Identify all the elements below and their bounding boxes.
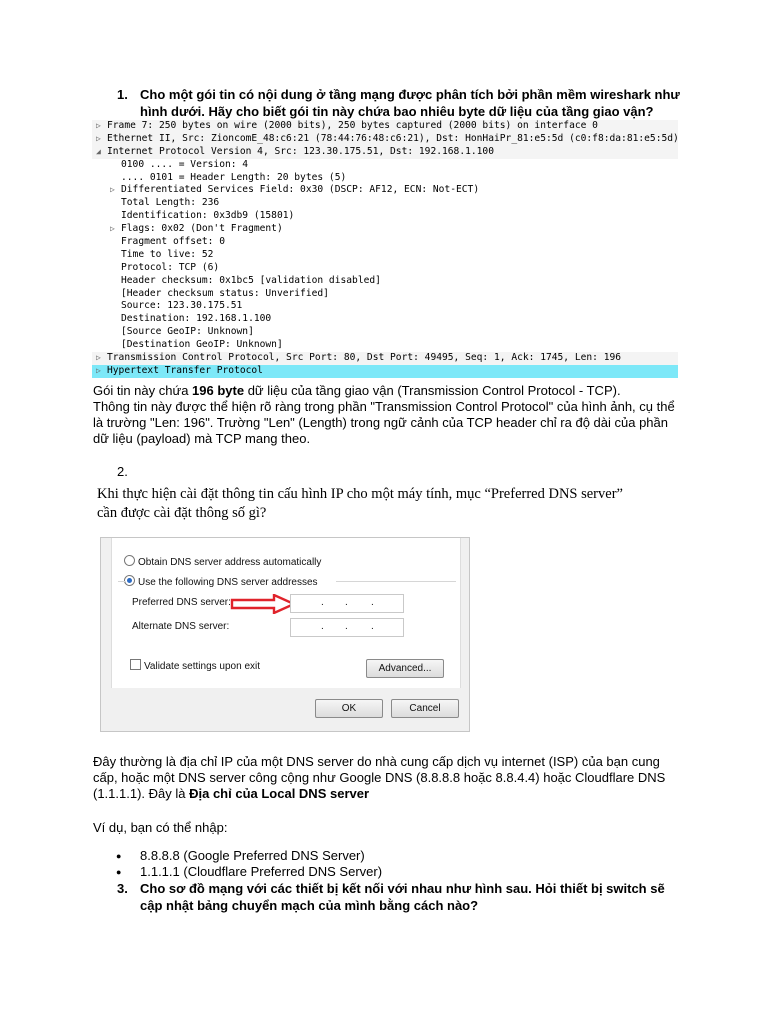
list-item: ● 8.8.8.8 (Google Preferred DNS Server) [116,848,365,863]
dns-settings-dialog [100,537,470,732]
answer-2-line-3: (1.1.1.1). Đây là Địa chỉ của Local DNS server [93,786,370,801]
ws-row-ip[interactable]: ◢ Internet Protocol Version 4, Src: 123.30.175.51, Dst: 192.168.1.100 [92,146,678,159]
alternate-dns-input[interactable]: . . . [290,618,404,637]
alternate-dns-label: Alternate DNS server: [132,621,230,632]
answer-1-highlight: 196 byte [192,383,245,398]
cancel-button[interactable]: Cancel [391,699,459,718]
expand-arrow-icon[interactable]: ▷ [110,224,115,234]
expand-arrow-icon[interactable]: ▷ [96,365,101,375]
ws-row-http[interactable]: ▷ Hypertext Transfer Protocol [92,365,678,378]
answer-1 [93,383,693,447]
checkbox-icon[interactable] [130,659,141,670]
ws-field-source-geoip[interactable]: [Source GeoIP: Unknown] [121,326,254,338]
answer-1-line-1: Gói tin này chứa 196 byte dữ liệu của tầng giao vận (Transmission Control Protocol - TCP). [93,383,621,398]
ws-field-version[interactable]: 0100 .... = Version: 4 [121,158,249,170]
list-item: ● 1.1.1.1 (Cloudflare Preferred DNS Server) [116,864,383,879]
validate-settings-checkbox[interactable]: Validate settings upon exit [130,659,260,672]
bullet-icon: ● [116,851,122,861]
preferred-dns-label: Preferred DNS server: [132,597,231,608]
ws-field-total-length[interactable]: Total Length: 236 [121,197,220,209]
example-intro: Ví dụ, bạn có thể nhập: [93,820,228,835]
ok-button[interactable]: OK [315,699,383,718]
group-divider [336,581,456,582]
wireshark-packet-details [92,120,678,378]
answer-2-line-2: cấp, hoặc một DNS server công cộng như Google DNS (8.8.8.8 hoặc 8.8.4.4) hoặc Cloudflare DNS [93,770,666,785]
expand-arrow-icon[interactable]: ▷ [96,133,101,143]
question-1-line-2: hình dưới. Hãy cho biết gói tin này chứa bao nhiêu byte dữ liệu của tầng giao vận? [140,104,654,119]
use-following-dns-option[interactable]: Use the following DNS server addresses [124,575,318,588]
ws-field-ttl[interactable]: Time to live: 52 [121,248,214,260]
ws-field-destination[interactable]: Destination: 192.168.1.100 [121,313,272,325]
answer-2 [93,754,693,802]
dns-examples-list [116,848,383,880]
dialog-panel [111,538,461,688]
question-2-line-1: Khi thực hiện cài đặt thông tin cấu hình IP cho một máy tính, mục “Preferred DNS server” [97,486,623,502]
question-3-line-2: cập nhật bảng chuyển mạch của mình bằng cách nào? [140,898,479,913]
radio-icon[interactable] [124,555,135,566]
ws-row-ethernet[interactable]: ▷ Ethernet II, Src: ZioncomE_48:c6:21 (78:44:76:48:c6:21), Dst: HonHaiPr_81:e5:5d (c0:f8:da:81:e5:5d) [92,133,678,146]
ws-row-tcp[interactable]: ▷ Transmission Control Protocol, Src Port: 80, Dst Port: 49495, Seq: 1, Ack: 1745, Len: 196 [92,352,678,365]
expand-arrow-icon[interactable]: ▷ [110,185,115,195]
ws-row-frame[interactable]: ▷ Frame 7: 250 bytes on wire (2000 bits), 250 bytes captured (2000 bits) on interface 0 [92,120,678,133]
ws-field-identification[interactable]: Identification: 0x3db9 (15801) [121,210,295,222]
answer-2-line-1: Đây thường là địa chỉ IP của một DNS server do nhà cung cấp dịch vụ internet (ISP) của bạn cung [93,754,660,769]
answer-1-line-4: dữ liệu (payload) mà TCP mang theo. [93,431,311,446]
bullet-icon: ● [116,867,122,877]
expand-arrow-icon[interactable]: ▷ [96,121,101,130]
ws-field-destination-geoip[interactable]: [Destination GeoIP: Unknown] [121,339,283,351]
ws-field-checksum-status[interactable]: [Header checksum status: Unverified] [121,287,329,299]
ws-field-checksum[interactable]: Header checksum: 0x1bc5 [validation disabled] [121,274,381,286]
question-3-text [140,880,665,914]
ws-field-source[interactable]: Source: 123.30.175.51 [121,300,243,312]
question-1-text [140,86,680,120]
question-2-text [97,485,697,523]
question-3-number: 3. [117,881,128,896]
answer-2-highlight: Địa chỉ của Local DNS server [189,786,370,801]
question-2-line-2: cần được cài đặt thông số gì? [97,505,267,521]
question-3-line-1: Cho sơ đồ mạng với các thiết bị kết nối với nhau như hình sau. Hỏi thiết bị switch sẽ [140,881,665,896]
ws-field-protocol[interactable]: Protocol: TCP (6) [121,261,220,273]
question-1-line-1: Cho một gói tin có nội dung ở tầng mạng được phân tích bởi phần mềm wireshark như [140,87,680,102]
ws-field-header-length[interactable]: .... 0101 = Header Length: 20 bytes (5) [121,171,347,183]
ws-field-flags[interactable]: ▷ Flags: 0x02 (Don't Fragment) [110,223,283,235]
question-1-number: 1. [117,87,128,102]
group-divider [118,581,126,582]
expand-arrow-icon[interactable]: ▷ [96,353,101,363]
ws-field-dsfield[interactable]: ▷ Differentiated Services Field: 0x30 (DSCP: AF12, ECN: Not-ECT) [110,184,480,196]
answer-1-line-3: là trường "Len: 196". Trường "Len" (Length) trong ngữ cảnh của TCP header chỉ ra độ dài của phần [93,415,668,430]
answer-1-line-2: Thông tin này được thể hiện rõ ràng trong phần "Transmission Control Protocol" của hình ảnh, cụ thể [93,399,675,414]
question-2-number: 2. [117,464,128,479]
preferred-dns-input[interactable]: . . . [290,594,404,613]
advanced-button[interactable]: Advanced... [366,659,444,678]
red-arrow-icon [230,594,298,614]
obtain-dns-auto-option[interactable]: Obtain DNS server address automatically [124,555,321,568]
ws-field-fragment-offset[interactable]: Fragment offset: 0 [121,236,225,248]
collapse-arrow-icon[interactable]: ◢ [96,146,101,156]
